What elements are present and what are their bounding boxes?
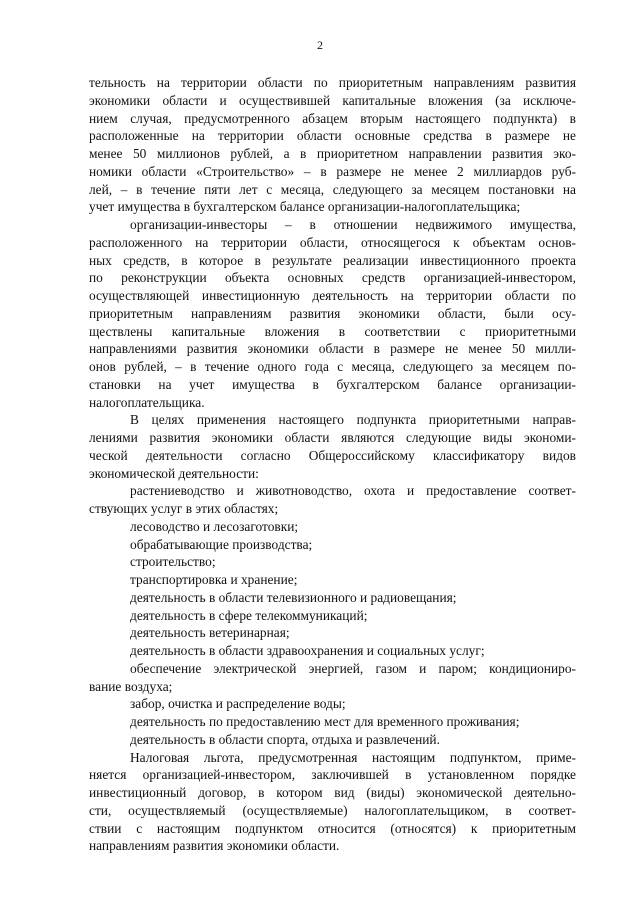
text-line: организации-инвесторы – в отношении недвижимого имущества, (130, 217, 576, 232)
text-line: приоритетным направлениям развития экономики области, были осу- (89, 305, 576, 321)
text-line: забор, очистка и распределение воды; (130, 696, 346, 712)
text-line: номики области «Строительство» – в размере не менее 2 миллиардов руб- (89, 163, 576, 179)
paragraph-p5 (89, 518, 576, 536)
text-line: деятельность в области спорта, отдыха и развлечений. (130, 731, 440, 747)
text-line: ствующих услуг в этих областях; (89, 501, 279, 516)
text-line: сти, осуществляемый (осуществляемые) налогоплательщиком, в соответ- (89, 802, 576, 818)
text-line: транспортировка и хранение; (130, 572, 298, 587)
paragraph-p11 (89, 624, 576, 642)
text-line: экономической деятельности: (89, 465, 259, 481)
text-line: деятельность в области телевизионного и радиовещания; (130, 589, 457, 605)
paragraph-p9 (89, 589, 576, 607)
paragraph-p13 (89, 660, 576, 696)
text-line: лениями развития экономики области являются следующие виды экономи- (89, 430, 576, 445)
paragraph-p14 (89, 695, 576, 713)
paragraph-p15 (89, 713, 576, 731)
text-line: онов рублей, – в течение одного года с месяца, следующего за месяцем по- (89, 359, 576, 374)
text-line: вание воздуха; (89, 678, 173, 694)
text-line: тельность на территории области по приоритетным направлениям развития (89, 75, 576, 90)
document-body (89, 74, 576, 855)
text-line: ных средств, в которое в результате реализации инвестиционного проекта (89, 252, 576, 268)
paragraph-p10 (89, 607, 576, 625)
page-number: 2 (317, 38, 323, 52)
text-line: ществлены капитальные вложения в соответствии с приоритетными (89, 323, 576, 339)
text-line: учет имущества в бухгалтерском балансе организации-налогоплательщика; (89, 199, 521, 215)
text-line: расположенные на территории области основные средства в размере не (89, 128, 576, 144)
text-line: няется организацией-инвестором, заключившей в установленном порядке (89, 767, 576, 783)
paragraph-p17 (89, 749, 576, 856)
text-line: ствии с настоящим подпунктом относится (относятся) к приоритетным (89, 820, 576, 836)
text-line: обеспечение электрической энергией, газом и паром; кондициониро- (130, 660, 576, 676)
paragraph-p6 (89, 536, 576, 554)
text-line: осуществляющей инвестиционную деятельность на территории области по (89, 288, 576, 303)
paragraph-p2 (89, 216, 576, 411)
text-line: деятельность ветеринарная; (130, 625, 290, 641)
text-line: нием случая, предусмотренного абзацем вторым настоящего подпункта) в (89, 110, 576, 126)
paragraph-p3 (89, 411, 576, 482)
text-line: деятельность в области здравоохранения и социальных услуг; (130, 643, 485, 658)
text-line: налогоплательщика. (89, 394, 205, 410)
paragraph-p16 (89, 731, 576, 749)
text-line: деятельность по предоставлению мест для временного проживания; (130, 714, 520, 729)
text-line: В целях применения настоящего подпункта приоритетными направ- (130, 412, 576, 428)
text-line: Налоговая льгота, предусмотренная настоящим подпунктом, приме- (130, 749, 576, 765)
paragraph-p8 (89, 571, 576, 589)
text-line: обрабатывающие производства; (130, 536, 313, 552)
text-line: растениеводство и животноводство, охота и предоставление соответ- (130, 483, 576, 499)
text-line: менее 50 миллионов рублей, а в приоритетном направлении развития эко- (89, 146, 576, 161)
text-line: ческой деятельности согласно Общероссийскому классификатору видов (89, 447, 576, 463)
text-line: деятельность в сфере телекоммуникаций; (130, 607, 368, 623)
text-line: лесоводство и лесозаготовки; (130, 518, 299, 534)
text-line: по реконструкции объекта основных средств организацией-инвестором, (89, 270, 576, 286)
paragraph-p4 (89, 482, 576, 518)
paragraph-p7 (89, 553, 576, 571)
text-line: инвестиционный договор, в котором вид (виды) экономической деятельно- (89, 785, 576, 800)
text-line: строительство; (130, 554, 216, 570)
paragraph-p12 (89, 642, 576, 660)
paragraph-p1 (89, 74, 576, 216)
text-line: направлениям развития экономики области. (89, 838, 340, 854)
text-line: расположенного на территории области, относящегося к объектам основ- (89, 234, 576, 250)
text-line: становки на учет имущества в бухгалтерском балансе организации- (89, 376, 576, 392)
text-line: лей, – в течение пяти лет с месяца, следующего за месяцем постановки на (89, 181, 576, 197)
text-line: направлениями развития экономики области в размере не менее 50 милли- (89, 341, 576, 357)
text-line: экономики области и осуществившей капитальные вложения (за исключе- (89, 92, 576, 108)
